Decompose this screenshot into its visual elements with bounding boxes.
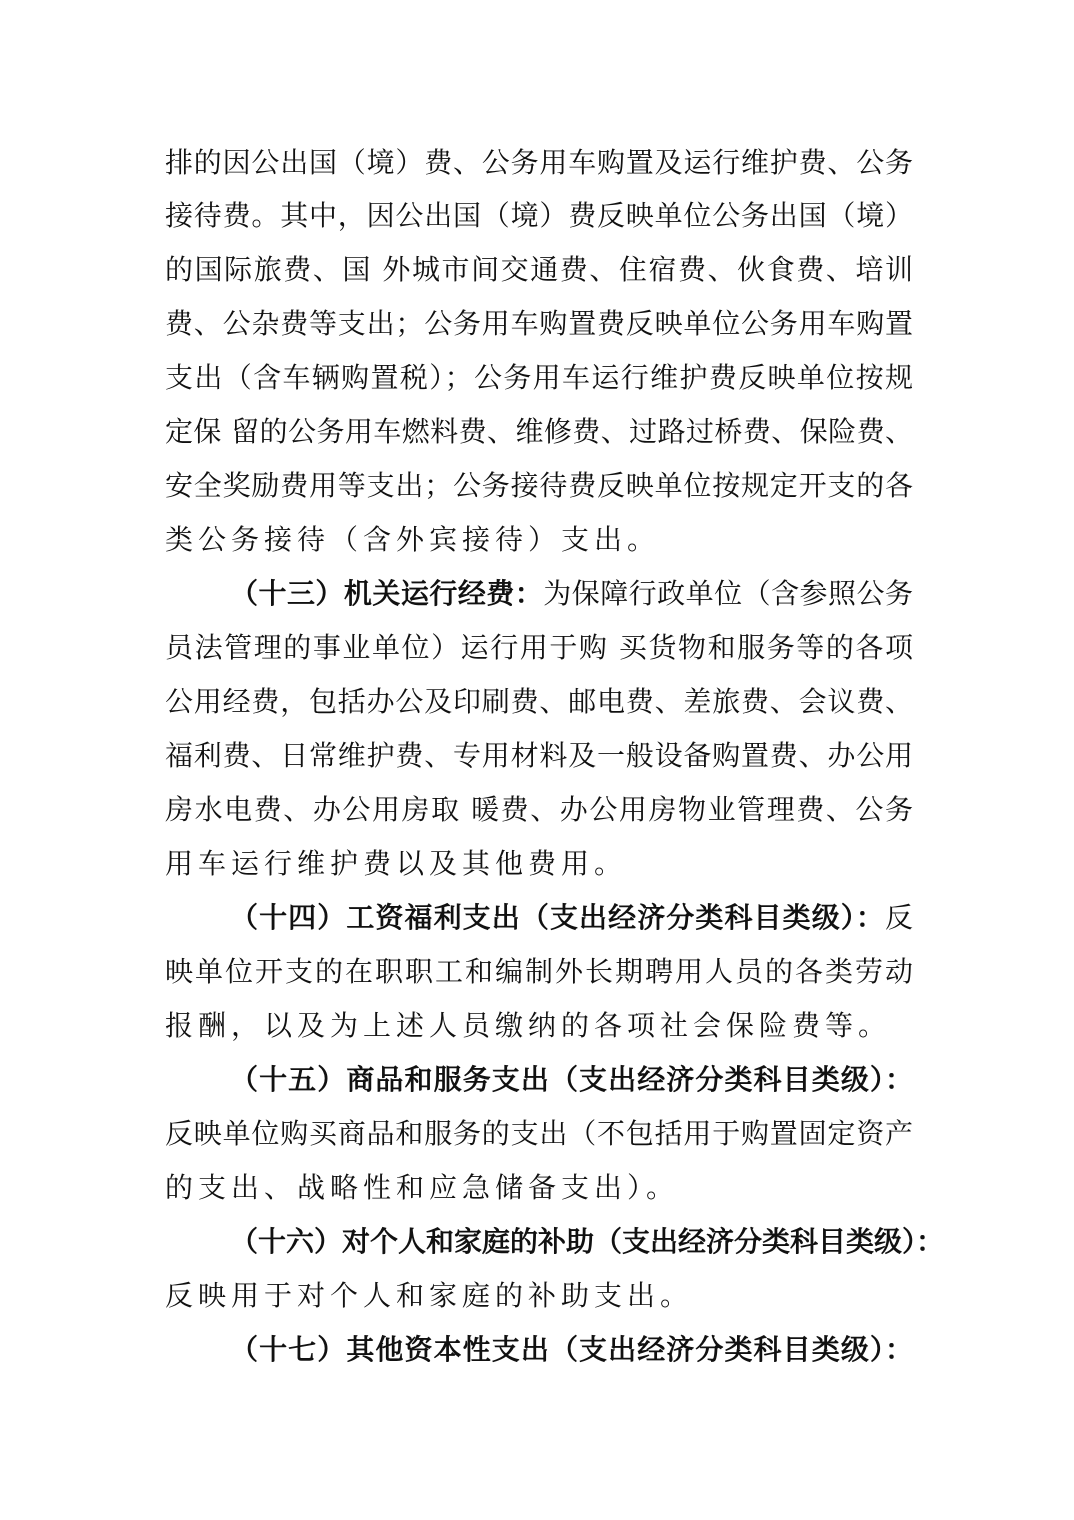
text-line-2: 接待费。其中，因公出国（境）费反映单位公务出国（境） xyxy=(165,199,913,232)
heading-14: （十四）工资福利支出（支出经济分类科目类级）： xyxy=(230,901,885,934)
text-line-3: 的国际旅费、国 外城市间交通费、住宿费、伙食费、培训 xyxy=(165,253,913,286)
text-line-14: 用车运行维护费以及其他费用。 xyxy=(165,847,628,880)
heading-13: （十三）机关运行经费： xyxy=(230,577,544,610)
paragraph-16-first-line xyxy=(230,1222,945,1262)
text-line-20: 的支出、战略性和应急储备支出）。 xyxy=(165,1171,680,1204)
heading-16: （十六）对个人和家庭的补助（支出经济分类科目类级）： xyxy=(230,1225,945,1258)
text-line-17: 报酬，以及为上述人员缴纳的各项社会保险费等。 xyxy=(165,1009,892,1042)
text-line-6: 定保 留的公务用车燃料费、维修费、过路过桥费、保险费、 xyxy=(165,415,913,448)
text-line-5: 支出（含车辆购置税）；公务用车运行维护费反映单位按规 xyxy=(165,361,913,394)
paragraph-14-first-line xyxy=(230,898,913,938)
text-line-15: 反 xyxy=(884,901,913,934)
text-line-19: 反映单位购买商品和服务的支出（不包括用于购置固定资产 xyxy=(165,1117,913,1150)
paragraph-13-first-line xyxy=(230,574,913,614)
paragraph-17-first-line xyxy=(230,1330,913,1370)
text-line-10: 员法管理的事业单位）运行用于购 买货物和服务等的各项 xyxy=(165,631,913,664)
text-line-1: 排的因公出国（境）费、公务用车购置及运行维护费、公务 xyxy=(165,146,913,179)
text-line-9: 为保障行政单位（含参照公务 xyxy=(543,577,913,610)
text-line-16: 映单位开支的在职职工和编制外长期聘用人员的各类劳动 xyxy=(165,955,913,988)
text-line-22: 反映用于对个人和家庭的补助支出。 xyxy=(165,1279,694,1312)
text-line-4: 费、公杂费等支出；公务用车购置费反映单位公务用车购置 xyxy=(165,307,913,340)
text-line-13: 房水电费、办公用房取 暖费、办公用房物业管理费、公务 xyxy=(165,793,913,826)
paragraph-15-first-line xyxy=(230,1060,913,1100)
heading-17: （十七）其他资本性支出（支出经济分类科目类级）： xyxy=(230,1333,913,1366)
text-line-12: 福利费、日常维护费、专用材料及一般设备购置费、办公用 xyxy=(165,739,913,772)
text-line-8: 类公务接待（含外宾接待）支出。 xyxy=(165,523,661,556)
text-line-7: 安全奖励费用等支出；公务接待费反映单位按规定开支的各 xyxy=(165,469,913,502)
text-line-11: 公用经费，包括办公及印刷费、邮电费、差旅费、会议费、 xyxy=(165,685,913,718)
heading-15: （十五）商品和服务支出（支出经济分类科目类级）： xyxy=(230,1063,913,1096)
